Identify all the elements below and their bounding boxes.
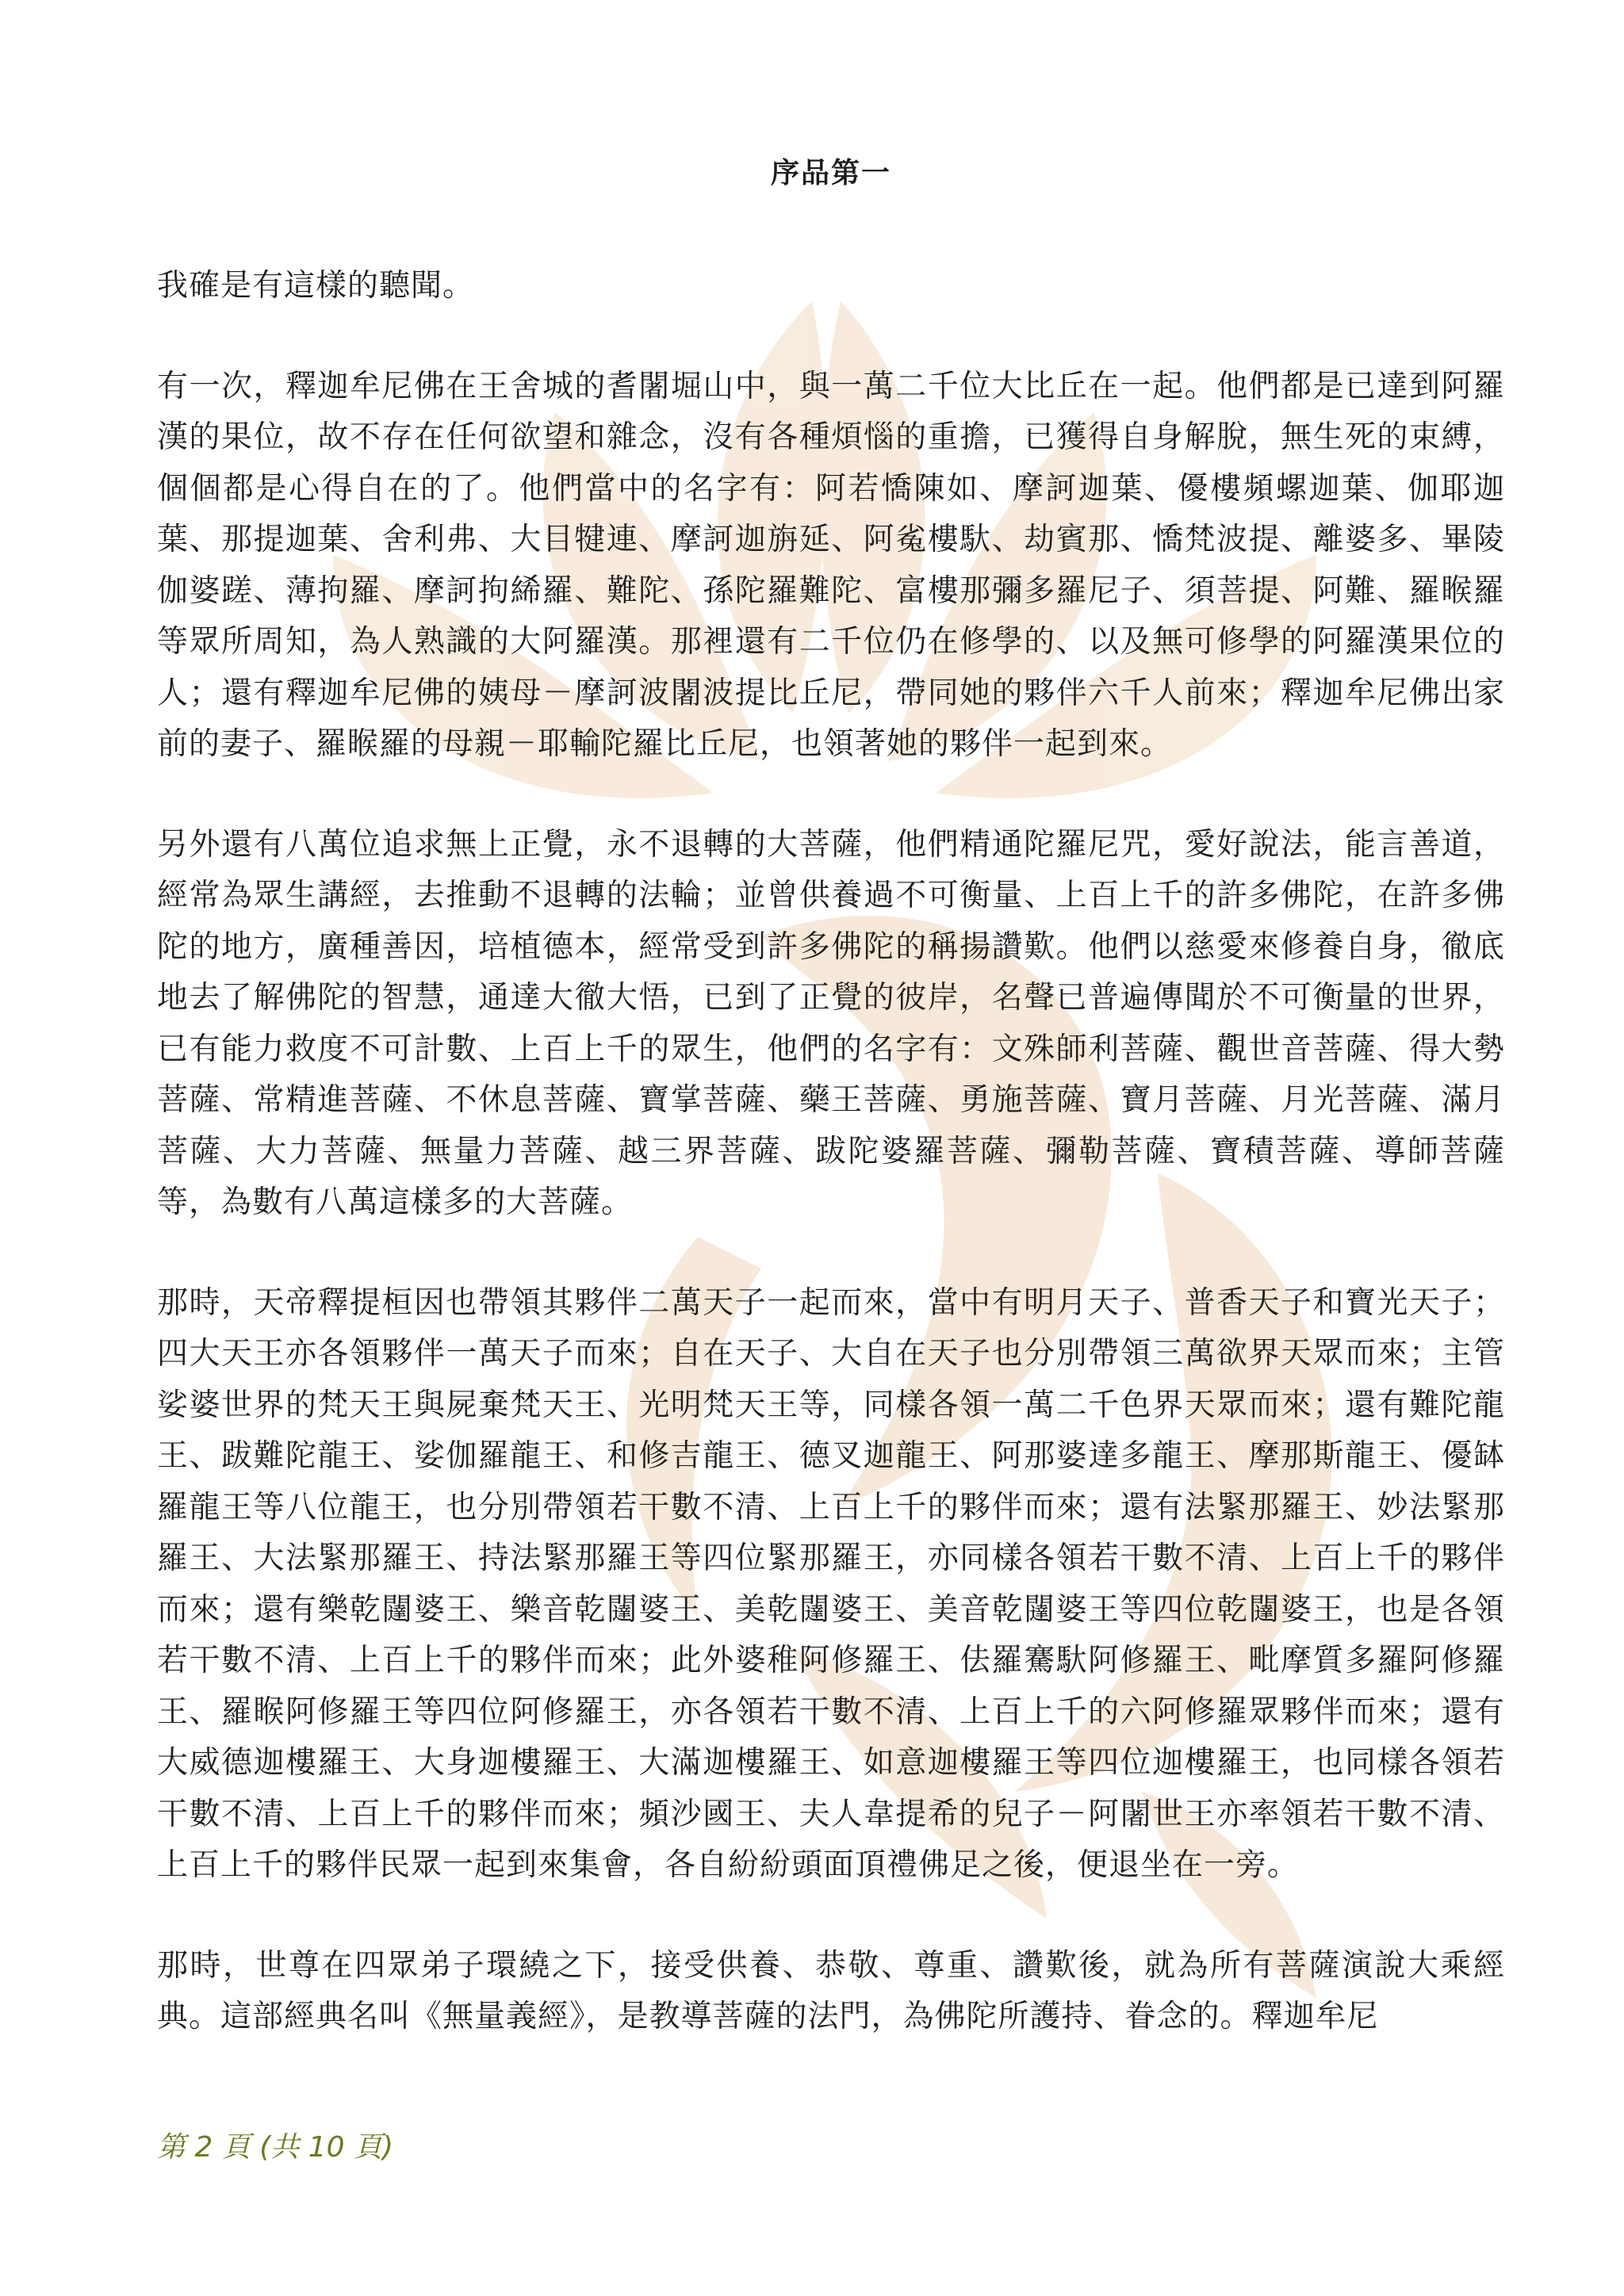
paragraph-5: 那時，世尊在四眾弟子環繞之下，接受供養、恭敬、尊重、讚歎後，就為所有菩薩演說大乘經典。這部經典名叫《無量義經》，是教導菩薩的法門，為佛陀所護持、眷念的。釋迦牟尼: [157, 1947, 1505, 2034]
paragraph-3: 另外還有八萬位追求無上正覺，永不退轉的大菩薩，他們精通陀羅尼咒，愛好說法，能言善道，經常為眾生講經，去推動不退轉的法輪；並曾供養過不可衡量、上百上千的許多佛陀，在許多佛陀的地方，廣種善因，培植德本，經常受到許多佛陀的稱揚讚歎。他們以慈愛來修養自身，徹底地去了解佛陀的智慧，通達大徹大悟，已到了正覺的彼岸，名聲已普遍傳聞於不可衡量的世界，已有能力救度不可計數、上百上千的眾生，他們的名字有：文殊師利菩薩、觀世音菩薩、得大勢菩薩、常精進菩薩、不休息菩薩、寶掌菩薩、藥王菩薩、勇施菩薩、寶月菩薩、月光菩薩、滿月菩薩、大力菩薩、無量力菩薩、越三界菩薩、跋陀婆羅菩薩、彌勒菩薩、寶積菩薩、導師菩薩等，為數有八萬這樣多的大菩薩。: [157, 826, 1505, 1220]
page-footer: 第 2 頁 (共 10 頁): [157, 2131, 394, 2164]
document-body: [157, 151, 1505, 2092]
paragraph-1: 我確是有這樣的聽聞。: [157, 268, 475, 304]
paragraph-4: 那時，天帝釋提桓因也帶領其夥伴二萬天子一起而來，當中有明月天子、普香天子和寶光天子；四大天王亦各領夥伴一萬天子而來；自在天子、大自在天子也分別帶領三萬欲界天眾而來；主管娑婆世界的梵天王與屍棄梵天王、光明梵天王等，同樣各領一萬二千色界天眾而來；還有難陀龍王、跋難陀龍王、娑伽羅龍王、和修吉龍王、德叉迦龍王、阿那婆達多龍王、摩那斯龍王、優缽羅龍王等八位龍王，也分別帶領若干數不清、上百上千的夥伴而來；還有法緊那羅王、妙法緊那羅王、大法緊那羅王、持法緊那羅王等四位緊那羅王，亦同樣各領若干數不清、上百上千的夥伴而來；還有樂乾闥婆王、樂音乾闥婆王、美乾闥婆王、美音乾闥婆王等四位乾闥婆王，也是各領若干數不清、上百上千的夥伴而來；此外婆稚阿修羅王、佉羅騫馱阿修羅王、毗摩質多羅阿修羅王、羅睺阿修羅王等四位阿修羅王，亦各領若干數不清、上百上千的六阿修羅眾夥伴而來；還有大威德迦樓羅王、大身迦樓羅王、大滿迦樓羅王、如意迦樓羅王等四位迦樓羅王，也同樣各領若干數不清、上百上千的夥伴而來；頻沙國王、夫人韋提希的兒子－阿闍世王亦率領若干數不清、上百上千的夥伴民眾一起到來集會，各自紛紛頭面頂禮佛足之後，便退坐在一旁。: [157, 1284, 1505, 1883]
paragraph-2: 有一次，釋迦牟尼佛在王舍城的耆闍堀山中，與一萬二千位大比丘在一起。他們都是已達到阿羅漢的果位，故不存在任何欲望和雜念，沒有各種煩惱的重擔，已獲得自身解脫，無生死的束縛，個個都是心得自在的了。他們當中的名字有：阿若憍陳如、摩訶迦葉、優樓頻螺迦葉、伽耶迦葉、那提迦葉、舍利弗、大目犍連、摩訶迦旃延、阿㝹樓馱、劫賓那、憍梵波提、離婆多、畢陵伽婆蹉、薄拘羅、摩訶拘絺羅、難陀、孫陀羅難陀、富樓那彌多羅尼子、須菩提、阿難、羅睺羅等眾所周知，為人熟識的大阿羅漢。那裡還有二千位仍在修學的、以及無可修學的阿羅漢果位的人；還有釋迦牟尼佛的姨母－摩訶波闍波提比丘尼，帶同她的夥伴六千人前來；釋迦牟尼佛出家前的妻子、羅睺羅的母親－耶輸陀羅比丘尼，也領著她的夥伴一起到來。: [157, 368, 1505, 762]
chapter-title: 序品第一: [770, 156, 891, 189]
